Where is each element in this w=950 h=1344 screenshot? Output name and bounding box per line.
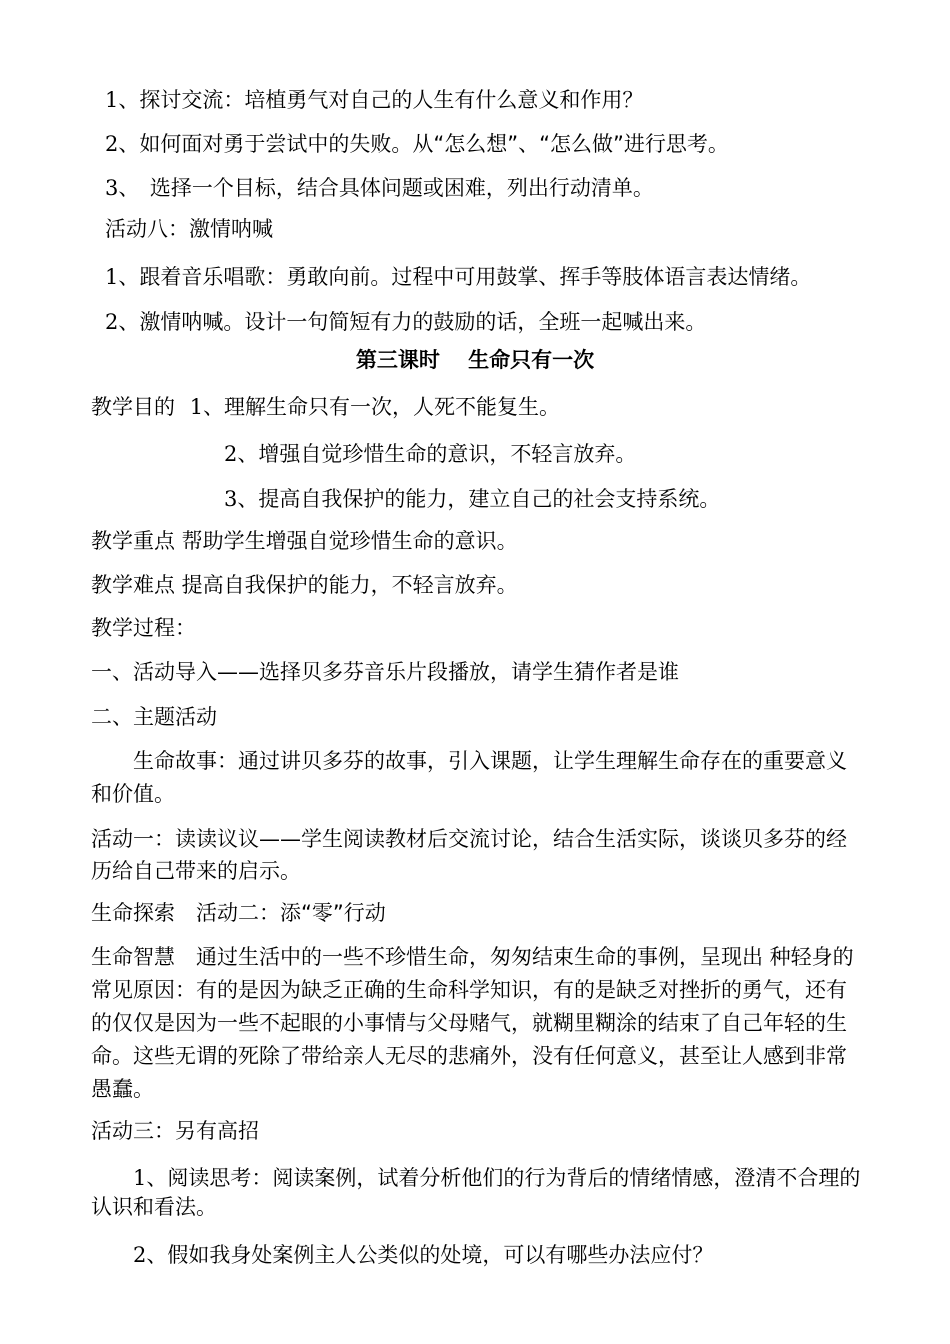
objectives-label: 教学目的	[91, 395, 175, 419]
item-text: 、激情呐喊。设计一句简短有力的鼓励的话，全班一起喊出来。	[118, 310, 707, 334]
process-label: 教学过程：	[91, 616, 196, 640]
list-item	[105, 174, 950, 202]
explore-line: 生命探索 活动二：添“零”行动	[91, 901, 386, 925]
lesson-title: 第三课时 生命只有一次	[355, 348, 595, 372]
list-item	[105, 86, 950, 114]
item-number: 2	[105, 310, 119, 334]
item-text: 、探讨交流：培植勇气对自己的人生有什么意义和作用？	[118, 88, 644, 112]
item-number: 1	[133, 1166, 147, 1190]
item-number: 3	[224, 487, 238, 511]
item-number: 1	[105, 88, 119, 112]
difficulty: 教学难点 提高自我保护的能力，不轻言放弃。	[91, 573, 518, 597]
list-item	[133, 1241, 950, 1269]
item-text: 、假如我身处案例主人公类似的处境，可以有哪些办法应付？	[146, 1243, 714, 1267]
list-item	[105, 308, 950, 336]
item-number: 1	[189, 395, 204, 419]
activity-heading: 活动八：激情呐喊	[105, 217, 273, 241]
item-text: 、理解生命只有一次，人死不能复生。	[203, 395, 561, 419]
step-two: 二、主题活动	[91, 705, 217, 729]
list-item	[105, 263, 950, 291]
list-item	[224, 485, 950, 513]
item-number: 2	[105, 132, 119, 156]
item-text: 、跟着音乐唱歌：勇敢向前。过程中可用鼓掌、挥手等肢体语言表达情绪。	[118, 265, 812, 289]
key-point: 教学重点 帮助学生增强自觉珍惜生命的意识。	[91, 529, 518, 553]
wisdom-line: 命。这些无谓的死除了带给亲人无尽的悲痛外，没有任何意义，甚至让人感到非常	[91, 1044, 847, 1068]
list-item	[105, 130, 950, 158]
wisdom-line: 常见原因：有的是因为缺乏正确的生命科学知识，有的是缺乏对挫折的勇气，还有	[91, 978, 847, 1002]
wisdom-line: 愚蠢。	[91, 1077, 154, 1101]
item-text: 、提高自我保护的能力，建立自己的社会支持系统。	[237, 487, 721, 511]
activity-heading: 活动三：另有高招	[91, 1119, 259, 1143]
wisdom-line: 的仅仅是因为一些不起眼的小事情与父母赌气，就糊里糊涂的结束了自己年轻的生	[91, 1011, 847, 1035]
item-number: 1	[105, 265, 119, 289]
item-text: 、阅读思考：阅读案例，试着分析他们的行为背后的情绪情感，澄清不合理的	[146, 1166, 861, 1190]
item-number: 2	[224, 442, 238, 466]
story-line: 和价值。	[91, 782, 175, 806]
objectives-row	[91, 393, 950, 421]
list-item	[224, 440, 950, 468]
activity-one-line: 历给自己带来的启示。	[91, 859, 301, 883]
list-item-continuation: 认识和看法。	[91, 1195, 217, 1219]
wisdom-line: 生命智慧 通过生活中的一些不珍惜生命，匆匆结束生命的事例，呈现出 种轻身的	[91, 945, 854, 969]
activity-one-line: 活动一：读读议议——学生阅读教材后交流讨论，结合生活实际，谈谈贝多芬的经	[91, 827, 847, 851]
item-number: 2	[133, 1243, 147, 1267]
item-text: 、如何面对勇于尝试中的失败。从“怎么想”、“怎么做”进行思考。	[118, 132, 729, 156]
list-item	[133, 1164, 950, 1192]
step-one: 一、活动导入——选择贝多芬音乐片段播放，请学生猜作者是谁	[91, 660, 679, 684]
item-text: 、 选择一个目标，结合具体问题或困难，列出行动清单。	[118, 176, 654, 200]
item-text: 、增强自觉珍惜生命的意识，不轻言放弃。	[237, 442, 637, 466]
story-line: 生命故事：通过讲贝多芬的故事，引入课题，让学生理解生命存在的重要意义	[133, 749, 847, 773]
item-number: 3	[105, 176, 119, 200]
